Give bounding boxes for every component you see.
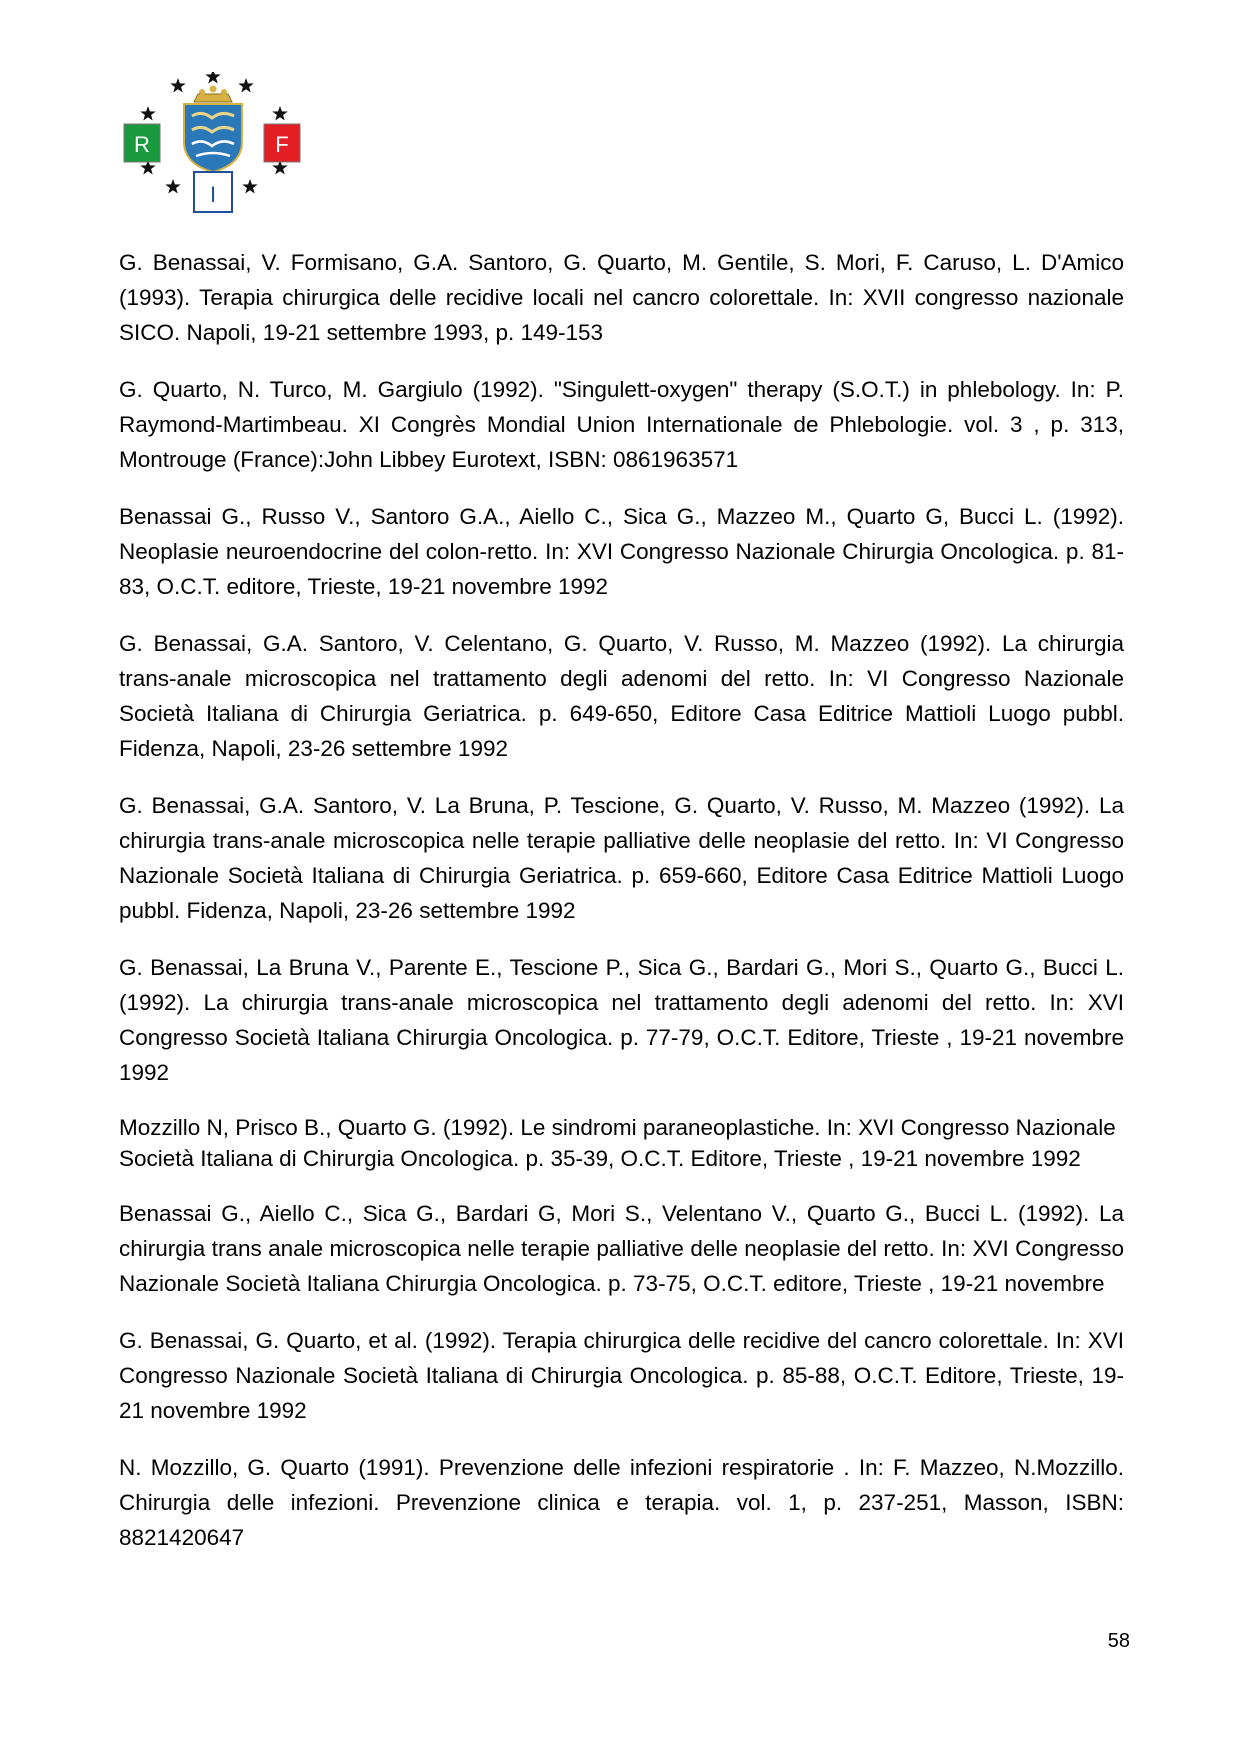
reference-item: G. Benassai, G.A. Santoro, V. La Bruna, P. Tescione, G. Quarto, V. Russo, M. Mazzeo (1992). La chirurgia trans-anale microscopica nelle terapie palliative delle neoplasie del retto. In: VI Congresso Nazionale Società Italiana di Chirurgia Geriatrica. p. 659-660, Editore Casa Editrice Mattioli Luogo pubbl. Fidenza, Napoli, 23-26 settembre 1992	[119, 793, 1124, 923]
reference-list	[119, 245, 1124, 1577]
reference-item: G. Benassai, G.A. Santoro, V. Celentano, G. Quarto, V. Russo, M. Mazzeo (1992). La chirurgia trans-anale microscopica nel trattamento degli adenomi del retto. In: VI Congresso Nazionale Società Italiana di Chirurgia Geriatrica. p. 649-650, Editore Casa Editrice Mattioli Luogo pubbl. Fidenza, Napoli, 23-26 settembre 1992	[119, 631, 1124, 761]
reference-item: G. Benassai, V. Formisano, G.A. Santoro, G. Quarto, M. Gentile, S. Mori, F. Caruso, L. D'Amico (1993). Terapia chirurgica delle recidive locali nel cancro colorettale. In: XVII congresso nazionale SICO. Napoli, 19-21 settembre 1993, p. 149-153	[119, 250, 1124, 345]
rfi-logo	[118, 72, 308, 232]
page-number: 58	[1107, 1630, 1130, 1652]
reference-item: G. Benassai, G. Quarto, et al. (1992). Terapia chirurgica delle recidive del cancro colorettale. In: XVI Congresso Nazionale Società Italiana di Chirurgia Oncologica. p. 85-88, O.C.T. Editore, Trieste, 19-21 novembre 1992	[119, 1328, 1124, 1423]
reference-item: Mozzillo N, Prisco B., Quarto G. (1992). Le sindromi paraneoplastiche. In: XVI Congresso Nazionale Società Italiana di Chirurgia Oncologica. p. 35-39, O.C.T. Editore, Trieste , 19-21 novembre 1992	[119, 1115, 1116, 1171]
reference-item: N. Mozzillo, G. Quarto (1991). Prevenzione delle infezioni respiratorie . In: F. Mazzeo, N.Mozzillo. Chirurgia delle infezioni. Prevenzione clinica e terapia. vol. 1, p. 237-251, Masson, ISBN: 8821420647	[119, 1455, 1124, 1550]
logo-letter-f: F	[275, 132, 289, 157]
crest-icon	[184, 86, 242, 173]
reference-item: G. Benassai, La Bruna V., Parente E., Tescione P., Sica G., Bardari G., Mori S., Quarto G., Bucci L. (1992). La chirurgia trans-anale microscopica nel trattamento degli adenomi del retto. In: XVI Congresso Società Italiana Chirurgia Oncologica. p. 77-79, O.C.T. Editore, Trieste , 19-21 novembre 1992	[119, 955, 1124, 1085]
reference-item: Benassai G., Aiello C., Sica G., Bardari G, Mori S., Velentano V., Quarto G., Bucci L. (1992). La chirurgia trans anale microscopica nelle terapie palliative delle neoplasie del retto. In: XVI Congresso Nazionale Società Italiana Chirurgia Oncologica. p. 73-75, O.C.T. editore, Trieste , 19-21 novembre	[119, 1201, 1124, 1296]
reference-item: G. Quarto, N. Turco, M. Gargiulo (1992). "Singulett-oxygen" therapy (S.O.T.) in phlebology. In: P. Raymond-Martimbeau. XI Congrès Mondial Union Internationale de Phlebologie. vol. 3 , p. 313, Montrouge (France):John Libbey Eurotext, ISBN: 0861963571	[119, 377, 1124, 472]
logo-letter-i: I	[209, 182, 217, 207]
reference-item: Benassai G., Russo V., Santoro G.A., Aiello C., Sica G., Mazzeo M., Quarto G, Bucci L. (1992). Neoplasie neuroendocrine del colon-retto. In: XVI Congresso Nazionale Chirurgia Oncologica. p. 81-83, O.C.T. editore, Trieste, 19-21 novembre 1992	[119, 504, 1124, 599]
logo-letter-r: R	[134, 132, 150, 157]
